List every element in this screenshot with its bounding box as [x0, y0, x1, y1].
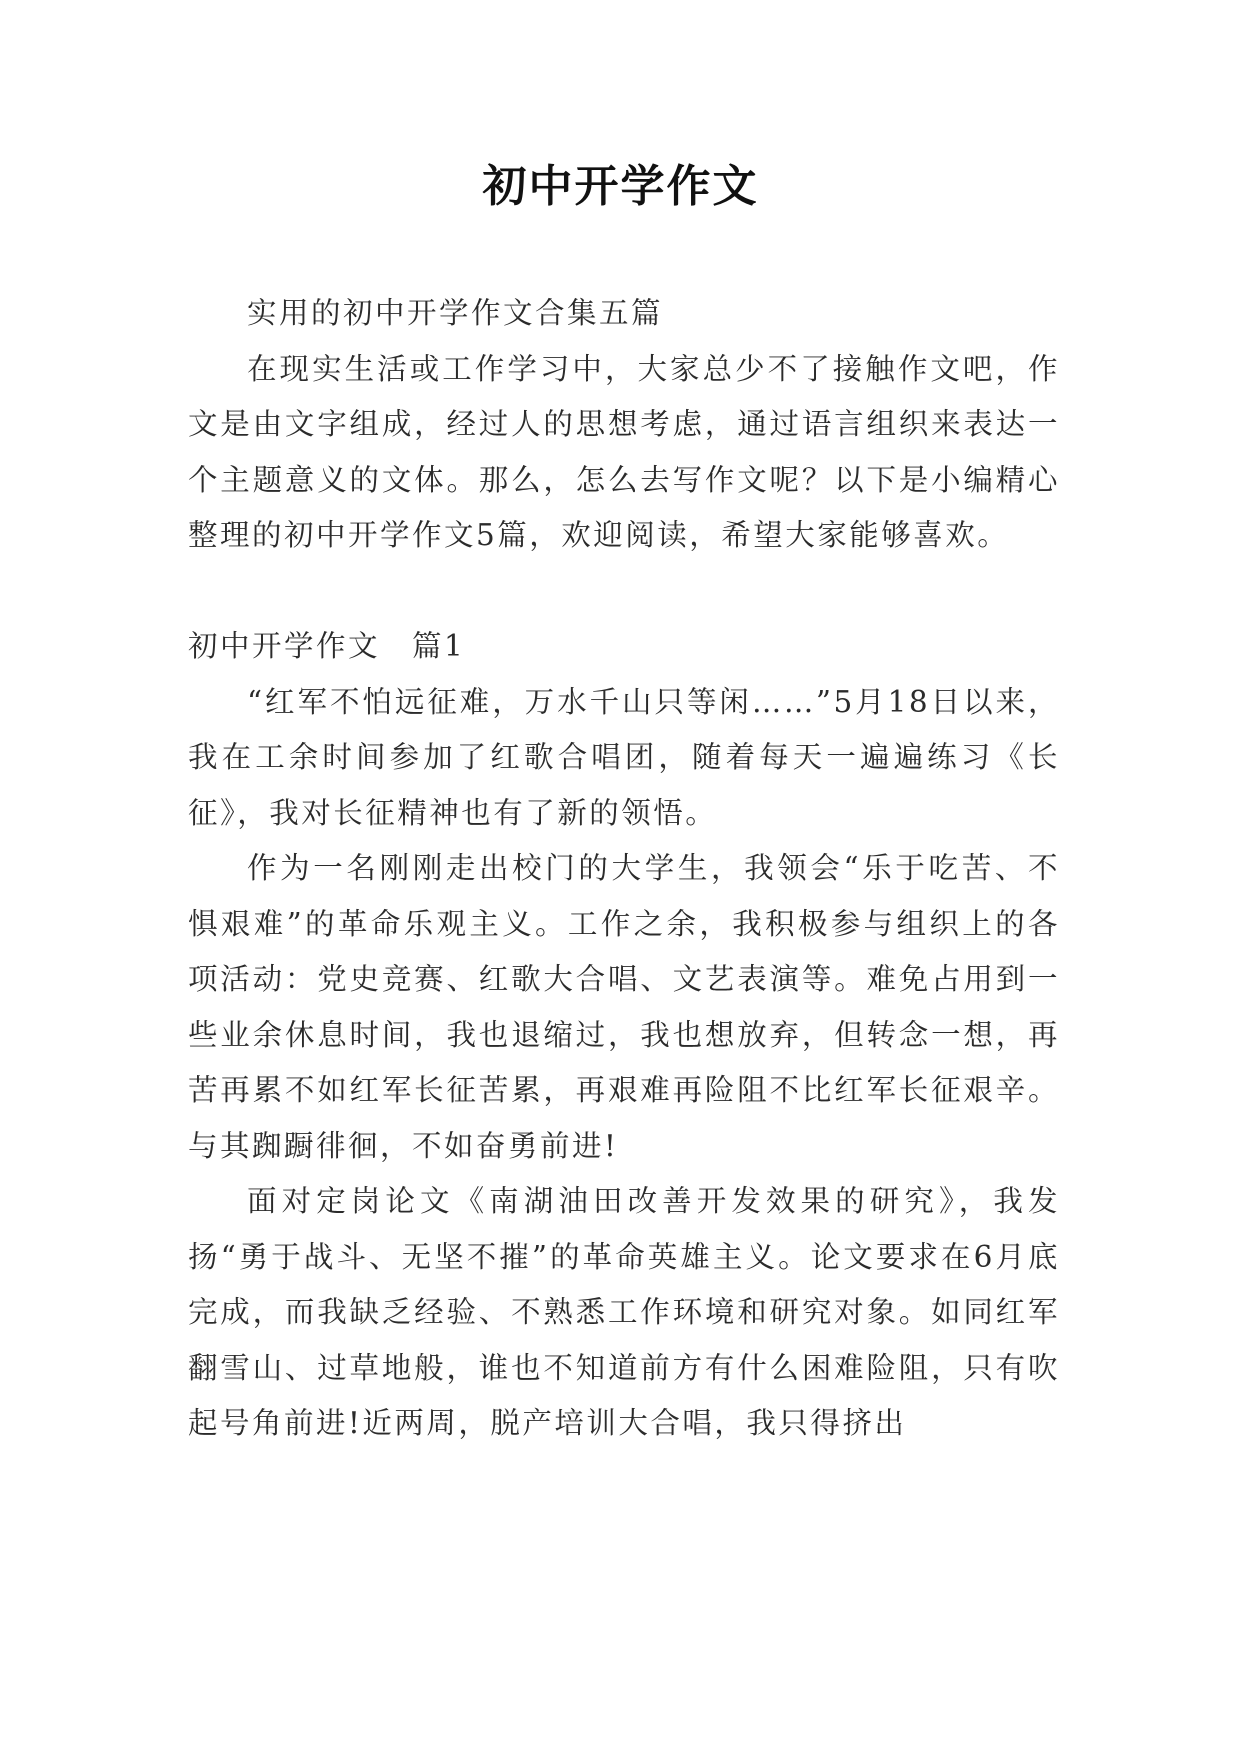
document-body: [188, 286, 1060, 1452]
document-subtitle: 实用的初中开学作文合集五篇: [247, 296, 664, 330]
section-heading: 初中开学作文 篇1: [188, 629, 466, 663]
body-paragraph-1: “红军不怕远征难，万水千山只等闲……”5月18日以来，我在工余时间参加了红歌合唱团，随着每天一遍遍练习《长征》，我对长征精神也有了新的领悟。: [188, 684, 1060, 830]
document-title: 初中开学作文: [482, 161, 759, 212]
section-spacer: [188, 564, 1060, 620]
body-paragraph-2: 作为一名刚刚走出校门的大学生，我领会“乐于吃苦、不惧艰难”的革命乐观主义。工作之余，我积极参与组织上的各项活动：党史竞赛、红歌大合唱、文艺表演等。难免占用到一些业余休息时间，我也退缩过，我也想放弃，但转念一想，再苦再累不如红军长征苦累，再艰难再险阻不比红军长征艰辛。与其踟蹰徘徊，不如奋勇前进!: [188, 851, 1060, 1163]
intro-paragraph: 在现实生活或工作学习中，大家总少不了接触作文吧，作文是由文字组成，经过人的思想考虑，通过语言组织来表达一个主题意义的文体。那么，怎么去写作文呢？以下是小编精心整理的初中开学作文5篇，欢迎阅读，希望大家能够喜欢。: [188, 351, 1060, 552]
body-paragraph-3: 面对定岗论文《南湖油田改善开发效果的研究》，我发扬“勇于战斗、无坚不摧”的革命英雄主义。论文要求在6月底完成，而我缺乏经验、不熟悉工作环境和研究对象。如同红军翻雪山、过草地般，谁也不知道前方有什么困难险阻，只有吹起号角前进!近两周，脱产培训大合唱，我只得挤出: [188, 1184, 1060, 1440]
